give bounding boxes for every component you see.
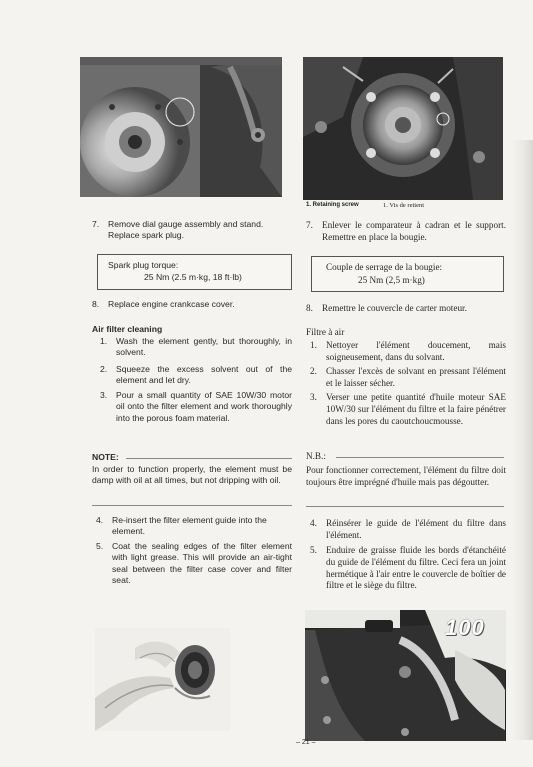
step-text: Remettre le couvercle de carter moteur. [322, 303, 467, 313]
fr-note-rule-top [336, 457, 504, 458]
step-text: Remove dial gauge assembly and stand. Replace spark plug. [108, 219, 264, 241]
step-text: Replace engine crankcase cover. [108, 299, 235, 309]
fr-note-heading: N.B.: [306, 451, 326, 461]
item-text: Chasser l'excès de solvant en pressant l'élément et le laisser sécher. [326, 366, 506, 388]
caption-retaining-screw: 1. Retaining screw [306, 202, 359, 208]
badge-100-label: 100 [445, 615, 485, 640]
item-number: 2. [310, 366, 317, 376]
en-note-rule-bottom [92, 505, 292, 506]
item-number: 2. [100, 364, 108, 374]
step-text: Coat the sealing edges of the filter element with light grease. This will provide an air-tight seal between the filter case cover and filter seat. [112, 541, 292, 586]
photo-retaining-screw [303, 57, 503, 200]
item-number: 1. [310, 340, 317, 350]
torque-label: Spark plug torque: [108, 260, 179, 270]
fr-note-text: Pour fonctionner correctement, l'élément du filtre doit toujours être imprégné d'huile mais pas dégoutter. [306, 465, 506, 487]
step-number: 5. [310, 545, 317, 555]
en-torque-box [97, 254, 292, 290]
step-number: 7. [306, 220, 313, 230]
french-column [306, 220, 506, 616]
step-number: 7. [92, 219, 100, 229]
fr-note-rule-bottom [306, 506, 504, 507]
fr-air-filter-heading: Filtre à air [306, 327, 345, 337]
step-text: Enlever le comparateur à cadran et le support. Remettre en place la bougie. [322, 220, 506, 242]
torque-value: 25 Nm (2.5 m·kg, 18 ft·lb) [144, 272, 242, 282]
step-number: 5. [96, 541, 104, 551]
item-text: Nettoyer l'élément doucement, mais soigneusement, dans du solvant. [326, 340, 506, 362]
step-number: 4. [310, 518, 317, 528]
caption-vis-de-retient: 1. Vis de retient [383, 202, 425, 209]
item-text: Verser une petite quantité d'huile moteur SAE 10W/30 sur l'élément du filtre et la faire pénétrer dans les pores du caoutchoucmousse. [326, 392, 506, 426]
english-column [92, 219, 292, 599]
en-air-filter-heading: Air filter cleaning [92, 324, 163, 334]
photo-crankcase-dial-gauge [80, 57, 282, 197]
item-text: Wash the element gently, but thoroughly, in solvent. [116, 336, 292, 358]
step-number: 8. [306, 303, 313, 313]
page-edge-shadow [511, 140, 533, 740]
item-text: Pour a small quantity of SAE 10W/30 motor oil onto the filter element and work thoroughly into the porous foam material. [116, 390, 292, 423]
item-number: 3. [100, 390, 108, 400]
fr-torque-box [311, 256, 504, 292]
en-note-rule-top [126, 458, 292, 459]
step-number: 8. [92, 299, 100, 309]
photo-filter-element-hands [95, 628, 230, 731]
item-text: Squeeze the excess solvent out of the element and let dry. [116, 364, 292, 386]
step-text: Re-insert the filter element guide into the element. [112, 515, 267, 537]
item-number: 1. [100, 336, 108, 346]
torque-value: 25 Nm (2,5 m·kg) [358, 275, 425, 285]
en-note-text: In order to function properly, the element must be damp with oil at all times, but not dripping with oil. [92, 464, 292, 486]
item-number: 3. [310, 392, 317, 402]
page-number: – 21 – [296, 739, 316, 746]
step-number: 4. [96, 515, 104, 525]
torque-label: Couple de serrage de la bougie: [326, 262, 443, 272]
en-note-heading: NOTE: [92, 452, 119, 462]
step-text: Enduire de graisse fluide les bords d'étanchéité du guide de l'élément du filtre. Ceci fera un joint hermétique à l'air entre le couvercle de boîtier de filtre et le siège du filtre. [326, 545, 506, 591]
step-text: Réinsérer le guide de l'élément du filtre dans l'élément. [326, 518, 506, 540]
photo-side-cover [305, 610, 506, 741]
